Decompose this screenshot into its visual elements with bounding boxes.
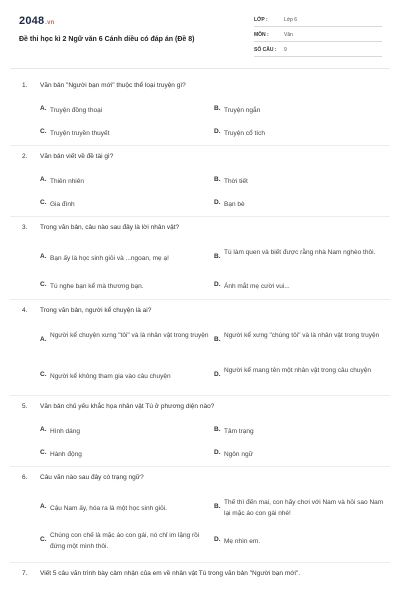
meta-subject	[254, 29, 382, 42]
meta-subject-key: MÔN :	[254, 32, 269, 38]
meta-class-value: Lớp 6	[284, 17, 298, 23]
question-prompt: Câu văn nào sau đây có trạng ngữ?	[40, 474, 144, 481]
question-divider	[10, 562, 390, 563]
question-prompt: Viết 5 câu văn trình bày cảm nhận của em về nhân vật Tú trong văn bản "Người bạn mới".	[40, 570, 301, 577]
question-number: 4.	[22, 307, 28, 314]
question-divider	[10, 145, 390, 146]
question-text	[22, 403, 214, 410]
question-prompt: Trong văn bản, câu nào sau đây là lời nhân vật?	[40, 224, 180, 231]
question-text	[22, 82, 186, 89]
question-divider	[10, 299, 390, 300]
meta-subject-value: Văn	[284, 32, 293, 38]
meta-count	[254, 44, 382, 57]
header-divider	[10, 68, 390, 69]
question-number: 5.	[22, 403, 28, 410]
question-divider	[10, 466, 390, 467]
question-divider	[10, 395, 390, 396]
question-prompt: Văn bản viết về đề tài gì?	[40, 153, 114, 160]
question-prompt: Văn bản chủ yếu khắc họa nhân vật Tú ở phương diện nào?	[40, 403, 215, 410]
question-prompt: Trong văn bản, người kể chuyện là ai?	[40, 307, 152, 314]
question-text	[22, 224, 179, 231]
question-number: 7.	[22, 570, 28, 577]
meta-count-value: 9	[284, 47, 287, 53]
meta-count-key: SỐ CÂU :	[254, 47, 277, 53]
question-text	[22, 474, 144, 481]
question-text	[22, 570, 300, 577]
question-number: 1.	[22, 82, 28, 89]
exam-page: 2048.vn Đề thi học kì 2 Ngữ văn 6 Cánh diều có đáp án (Đề 8) LỚP : Lớp 6 MÔN : Văn SỐ CÂU : 9 1. Văn bản "Người bạn mới" thuộc thể loại truyện gì? A. Truyện đồng thoại B. Truyện ngắn C. Truyện truyền thuyết D. Truyện cổ tích 2. Văn bản viết về đề tài gì? A. Thiên nhiên B. Thời tiết C. Gia đình D. Bạn bè 3. Trong văn bản, câu nào sau đây là lời nhân vật? A. Bạn ấy là học sinh giỏi và ...ngoan, mẹ ạ! B. Tú làm quen và biết được rằng nhà Nam nghèo thôi. C. Tú nghe bạn kể mà thương bạn. D. Ánh mắt mẹ cười vui... 4. Trong văn bản, người kể chuyện là ai? A. Người kể chuyện xưng "tôi" và là nhân vật trong truyện B. Người kể xưng "chúng tôi" và là nhân vật trong truyện C. Người kể không tham gia vào câu chuyện D. Người kể mang tên một nhân vật trong câu chuyện 5. Văn bản chủ yếu khắc họa nhân vật Tú ở phương diện nào? A. Hình dáng B. Tâm trạng C. Hành động D. Ngôn ngữ 6. Câu văn nào sau đây có trạng ngữ? A. Cậu Nam ấy, hóa ra là một học sinh giỏi. B. Thế thì đến mai, con hãy chơi với Nam và hỏi sao Nam lại mặc áo con gái nhé! C. Chúng con chế là mặc áo con gái, nó chỉ im lặng rồi đứng một mình thôi. D. Mẹ nhìn em. 7. Viết 5 câu văn trình bày cảm nhận của em về nhân vật Tú trong văn bản "Người bạn mới".	[4, 2, 396, 598]
question-text	[22, 153, 113, 160]
exam-title: Đề thi học kì 2 Ngữ văn 6 Cánh diều có đáp án (Đề 8)	[19, 36, 195, 43]
logo-main: 2048	[19, 15, 45, 27]
exam-header	[4, 2, 396, 64]
question-number: 3.	[22, 224, 28, 231]
question-prompt: Văn bản "Người bạn mới" thuộc thể loại truyện gì?	[40, 82, 186, 89]
question-divider	[10, 216, 390, 217]
meta-class-key: LỚP :	[254, 17, 268, 23]
meta-class	[254, 14, 382, 27]
question-number: 6.	[22, 474, 28, 481]
site-logo[interactable]	[19, 15, 55, 27]
question-text	[22, 307, 151, 314]
question-number: 2.	[22, 153, 28, 160]
logo-suffix: .vn	[45, 20, 55, 26]
